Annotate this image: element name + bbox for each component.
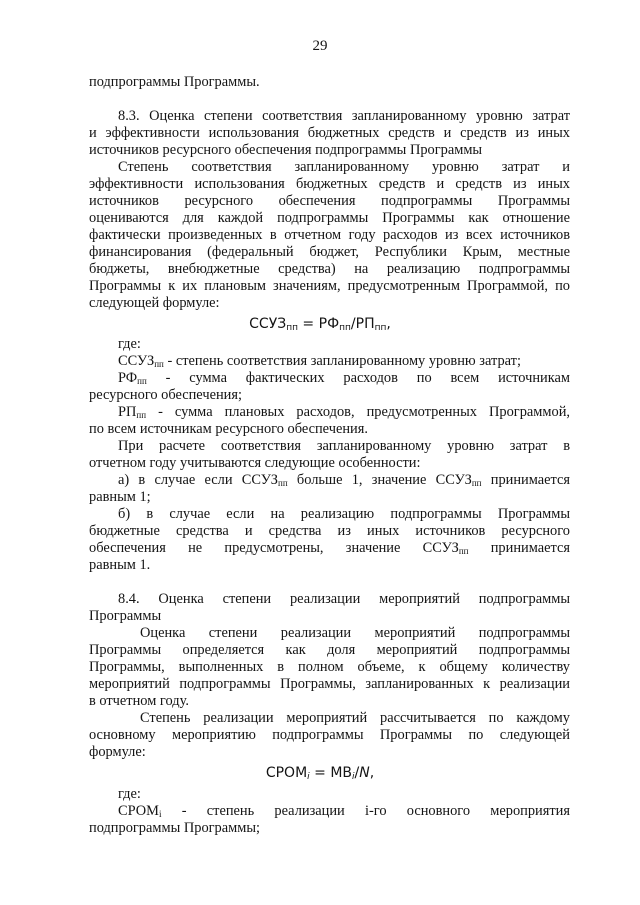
definition-rf: $РФ_{пп}$ - сумма фактических расходов по всем источникам (118, 370, 570, 386)
paragraph-line: основному мероприятию подпрограммы Программы по следующей (89, 727, 570, 743)
paragraph-line: Степень реализации мероприятий рассчитывается по каждому (140, 710, 570, 726)
paragraph-line: При расчете соответствия запланированному уровню затрат в (118, 438, 570, 454)
paragraph-line: источников ресурсного обеспечения подпрограммы Программы (89, 193, 570, 209)
section-heading-8-3: 8.3. Оценка степени соответствия запланированному уровню затрат (118, 108, 570, 124)
definition-srom-cont: подпрограммы Программы; (89, 820, 261, 836)
paragraph-line: формуле: (89, 744, 146, 760)
section-heading-8-3-cont: и эффективности использования бюджетных средств и средств из иных (89, 125, 570, 141)
definition-ssuz: $ССУЗ_{пп}$ - степень соответствия запланированному уровню затрат; (118, 353, 521, 369)
paragraph-line: бюджеты, внебюджетные средства) на реализацию подпрограммы (89, 261, 570, 277)
paragraph-line: Программы определяется как доля мероприятий подпрограммы (89, 642, 570, 658)
section-heading-8-3-cont: источников ресурсного обеспечения подпрограммы Программы (89, 142, 483, 158)
where-label: где: (118, 786, 141, 802)
paragraph-line: Программы, выполненных в полном объеме, к общему количеству (89, 659, 570, 675)
definition-srom: СРОМi - степень реализации i-го основного мероприятия (118, 803, 570, 819)
paragraph-line: в отчетном году. (89, 693, 189, 709)
paragraph-line: эффективности использования бюджетных средств и средств из иных (89, 176, 570, 192)
paragraph-line: фактически произведенных в отчетном году расходов из всех источников (89, 227, 570, 243)
definition-rp: $РП_{пп}$ - сумма плановых расходов, предусмотренных Программой, (118, 404, 570, 420)
paragraph-line: следующей формуле: (89, 295, 220, 311)
definition-rf-cont: ресурсного обеспечения; (89, 387, 242, 403)
paragraph-line: Программы к их плановым значениям, предусмотренным Программой, по (89, 278, 570, 294)
paragraph-line: финансирования (федеральный бюджет, Республики Крым, местные (89, 244, 570, 260)
paragraph-line: мероприятий подпрограммы Программы, запланированных к реализации (89, 676, 570, 692)
text-line: подпрограммы Программы. (89, 74, 260, 90)
paragraph-line: оцениваются для каждой подпрограммы Программы как отношение (89, 210, 570, 226)
where-label: где: (118, 336, 141, 352)
section-heading-8-4: 8.4. Оценка степени реализации мероприятий подпрограммы (118, 591, 570, 607)
condition-a-cont: равным 1; (89, 489, 151, 505)
section-heading-8-4-cont: Программы (89, 608, 162, 624)
condition-b: б) в случае если на реализацию подпрограммы Программы (118, 506, 570, 522)
formula-srom: $СРОМ_i = МВ_i/N$, (265, 765, 375, 782)
formula-ssuz: $ССУЗ_{пп} = РФ_{пп}/РП_{пп}$, (249, 316, 391, 333)
paragraph-line: Степень соответствия запланированному уровню затрат и (118, 159, 570, 175)
condition-b-cont: бюджетные средства и средства из иных источников ресурсного (89, 523, 570, 539)
page-number: 29 (312, 38, 328, 54)
condition-b-cont: обеспечения не предусмотрены, значение ССУЗпп принимается (89, 540, 570, 556)
definition-rp-cont: по всем источникам ресурсного обеспечения. (89, 421, 368, 437)
paragraph-line: отчетном году учитываются следующие особенности: (89, 455, 421, 471)
condition-b-cont: равным 1. (89, 557, 151, 573)
condition-a: а) в случае если ССУЗпп больше 1, значение ССУЗпп принимается (118, 472, 570, 488)
paragraph-line: Оценка степени реализации мероприятий подпрограммы (140, 625, 570, 641)
